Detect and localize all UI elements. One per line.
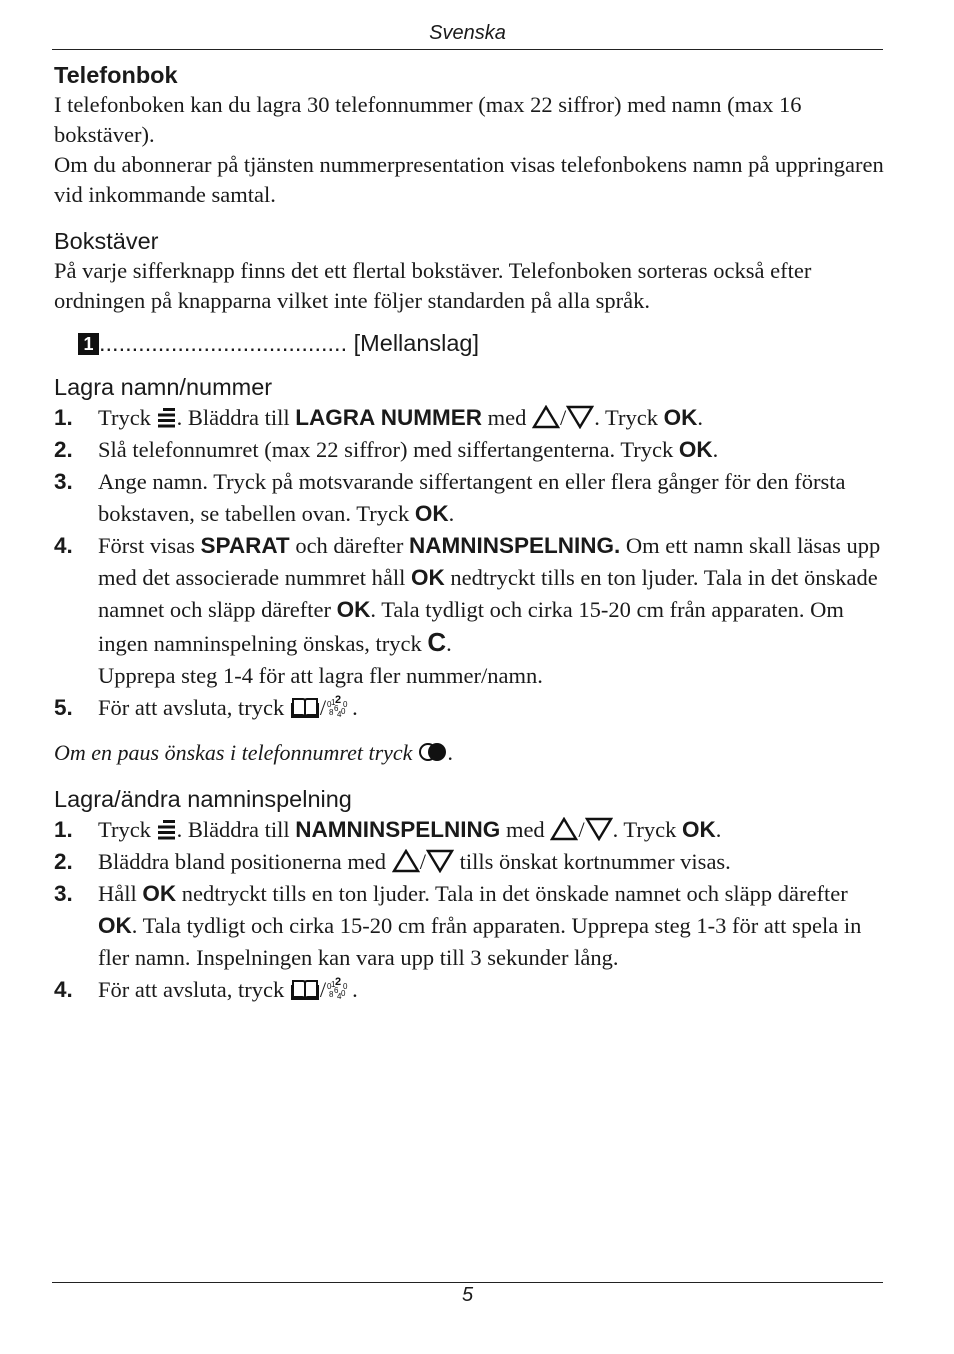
step-number: 3. bbox=[54, 469, 73, 494]
svg-text:0: 0 bbox=[327, 700, 332, 709]
lagra-steps bbox=[54, 402, 884, 724]
bokstaver-paragraph: På varje sifferknapp finns det ett flertal bokstäver. Telefonboken sorteras också efter ordningen på knapparna vilket inte följer standarden på alla språk. bbox=[54, 258, 812, 313]
andra-step-3 bbox=[54, 878, 884, 974]
step-text: Ange namn. Tryck på motsvarande siffertangent en eller flera gånger för den första bokstaven, se tabellen ovan. Tryck bbox=[98, 469, 846, 526]
andra-step-2: 2. Bläddra bland positionerna med / tills önskat kortnummer visas. bbox=[54, 846, 884, 878]
arrow-down-triangle-icon bbox=[585, 817, 613, 841]
svg-text:0: 0 bbox=[343, 982, 348, 991]
step-text: och därefter bbox=[289, 533, 409, 558]
step-text: . Bläddra till bbox=[176, 405, 296, 430]
step-text: . Tryck bbox=[612, 817, 682, 842]
svg-text:8: 8 bbox=[329, 708, 334, 717]
svg-text:8: 8 bbox=[329, 990, 334, 999]
telefonbok-paragraph-1: I telefonboken kan du lagra 30 telefonnummer (max 22 siffror) med namn (max 16 bokstäver). bbox=[54, 92, 802, 147]
step-text: Håll bbox=[98, 881, 143, 906]
step-number: 1. bbox=[54, 817, 73, 842]
step-text: . Tryck bbox=[594, 405, 664, 430]
step-text: Upprepa steg 1-4 för att lagra fler nummer/namn. bbox=[98, 663, 543, 688]
step-text: För att avsluta, tryck bbox=[98, 977, 290, 1002]
section-title-bokstaver: Bokstäver bbox=[54, 228, 159, 254]
header-rule bbox=[52, 49, 883, 50]
svg-text:2: 2 bbox=[335, 977, 342, 988]
pause-key-icon bbox=[418, 741, 448, 763]
display-text-namninspelning: NAMNINSPELNING. bbox=[409, 533, 621, 558]
arrow-down-triangle-icon bbox=[566, 405, 594, 429]
step-text: Bläddra bland positionerna med bbox=[98, 849, 392, 874]
svg-text:1: 1 bbox=[331, 980, 336, 989]
step-text: Först visas bbox=[98, 533, 201, 558]
andra-steps bbox=[54, 814, 884, 1006]
step-number: 4. bbox=[54, 533, 73, 558]
ok-key-label: OK bbox=[98, 913, 132, 938]
step-text: Tryck bbox=[98, 817, 157, 842]
lagra-step-5: 5. För att avsluta, tryck / 2 0 1 0 8 4 6 0 . bbox=[54, 692, 884, 724]
phonebook-icon bbox=[290, 977, 320, 1001]
step-number: 5. bbox=[54, 695, 73, 720]
lagra-step-1: 1. Tryck . Bläddra till LAGRA NUMMER med / . Tryck OK. bbox=[54, 402, 884, 434]
step-number: 3. bbox=[54, 881, 73, 906]
lagra-step-4: 4. Först visas SPARAT och därefter NAMNINSPELNING. Om ett namn skall läsas upp med det associerade nummret håll OK nedtryckt tills en ton ljuder. Tala in det önskade namnet och släpp därefter OK. Tala tydligt och cirka 15-20 cm från apparaten. Om ingen namninspelning önskas, tryck C. Upprepa steg 1-4 för att lagra fler nummer/namn. bbox=[54, 530, 884, 692]
display-text-lagra-nummer: LAGRA NUMMER bbox=[295, 405, 482, 430]
svg-text:2: 2 bbox=[335, 695, 342, 706]
step-text: Tryck bbox=[98, 405, 157, 430]
ok-key-label: OK bbox=[411, 565, 445, 590]
step-number: 2. bbox=[54, 437, 73, 462]
ok-key-label: OK bbox=[142, 881, 177, 906]
ok-key-label: OK bbox=[681, 817, 716, 842]
andra-step-4: 4. För att avsluta, tryck / 2 0 1 0 8 4 6 0 . bbox=[54, 974, 884, 1006]
display-text-sparat: SPARAT bbox=[200, 533, 290, 558]
section-title-andra: Lagra/ändra namninspelning bbox=[54, 786, 352, 812]
step-number: 4. bbox=[54, 977, 73, 1002]
andra-step-1: 1. Tryck . Bläddra till NAMNINSPELNING med / . Tryck OK. bbox=[54, 814, 884, 846]
footer-rule bbox=[52, 1282, 883, 1283]
keypad-icon bbox=[326, 695, 352, 719]
step-text: nedtryckt tills en ton ljuder. Tala in det önskade namnet och släpp därefter bbox=[176, 881, 848, 906]
svg-text:6: 6 bbox=[334, 704, 339, 713]
ok-key-label: OK bbox=[678, 437, 713, 462]
ok-key-label: OK bbox=[414, 501, 449, 526]
svg-text:4: 4 bbox=[337, 992, 342, 1001]
step-text: med bbox=[500, 817, 551, 842]
arrow-down-triangle-icon bbox=[426, 849, 454, 873]
lagra-step-3: 3. Ange namn. Tryck på motsvarande siffertangent en eller flera gånger för den första bokstaven, se tabellen ovan. Tryck OK. bbox=[54, 466, 884, 530]
step-text: Slå telefonnumret (max 22 siffror) med siffertangenterna. Tryck bbox=[98, 437, 679, 462]
arrow-up-triangle-icon bbox=[550, 817, 578, 841]
key-1-icon: 1 bbox=[78, 333, 99, 355]
svg-text:0: 0 bbox=[341, 707, 346, 716]
keypad-icon bbox=[326, 977, 352, 1001]
step-text: Om ett namn skall läsas upp med det associerade nummret håll bbox=[98, 533, 881, 590]
c-key-label: C bbox=[427, 627, 447, 657]
ok-key-label: OK bbox=[663, 405, 698, 430]
svg-text:4: 4 bbox=[337, 710, 342, 719]
svg-text:0: 0 bbox=[327, 982, 332, 991]
phonebook-icon bbox=[290, 695, 320, 719]
page-content bbox=[54, 60, 884, 1006]
menu-icon bbox=[157, 407, 177, 429]
telefonbok-paragraph-2: Om du abonnerar på tjänsten nummerpresentation visas telefonbokens namn på uppringaren vid inkommande samtal. bbox=[54, 152, 884, 207]
section-title-lagra: Lagra namn/nummer bbox=[54, 374, 273, 400]
arrow-up-triangle-icon bbox=[532, 405, 560, 429]
pause-note-text: Om en paus önskas i telefonnumret tryck bbox=[54, 740, 418, 765]
key-mapping-row bbox=[78, 328, 884, 358]
step-text: För att avsluta, tryck bbox=[98, 695, 290, 720]
step-text: . Tala tydligt och cirka 15-20 cm från apparaten. Om ingen namninspelning önskas, tryck bbox=[98, 597, 844, 656]
pause-note: Om en paus önskas i telefonnumret tryck . bbox=[54, 740, 454, 765]
lagra-step-2: 2. Slå telefonnumret (max 22 siffror) med siffertangenterna. Tryck OK. bbox=[54, 434, 884, 466]
arrow-up-triangle-icon bbox=[392, 849, 420, 873]
svg-text:0: 0 bbox=[341, 989, 346, 998]
key-mapping-value: [Mellanslag] bbox=[353, 330, 480, 356]
step-number: 1. bbox=[54, 405, 73, 430]
key-mapping-dots: ...................................... bbox=[99, 330, 348, 356]
step-text: nedtryckt tills en ton ljuder. Tala in det önskade namnet och släpp därefter bbox=[98, 565, 878, 622]
svg-text:6: 6 bbox=[334, 986, 339, 995]
step-text: . Tala tydligt och cirka 15-20 cm från apparaten. Upprepa steg 1-3 för att spela in fler namn. Inspelningen kan vara upp till 3 sekunder lång. bbox=[98, 913, 862, 970]
step-text: . Bläddra till bbox=[176, 817, 296, 842]
ok-key-label: OK bbox=[336, 597, 371, 622]
svg-text:1: 1 bbox=[331, 698, 336, 707]
display-text-namninspelning: NAMNINSPELNING bbox=[295, 817, 501, 842]
page-header-language: Svenska bbox=[429, 22, 506, 44]
svg-text:0: 0 bbox=[343, 700, 348, 709]
page-number: 5 bbox=[461, 1284, 474, 1306]
step-text: tills önskat kortnummer visas. bbox=[453, 849, 731, 874]
step-number: 2. bbox=[54, 849, 73, 874]
step-text: med bbox=[481, 405, 532, 430]
section-title-telefonbok: Telefonbok bbox=[54, 62, 178, 88]
menu-icon bbox=[157, 819, 177, 841]
